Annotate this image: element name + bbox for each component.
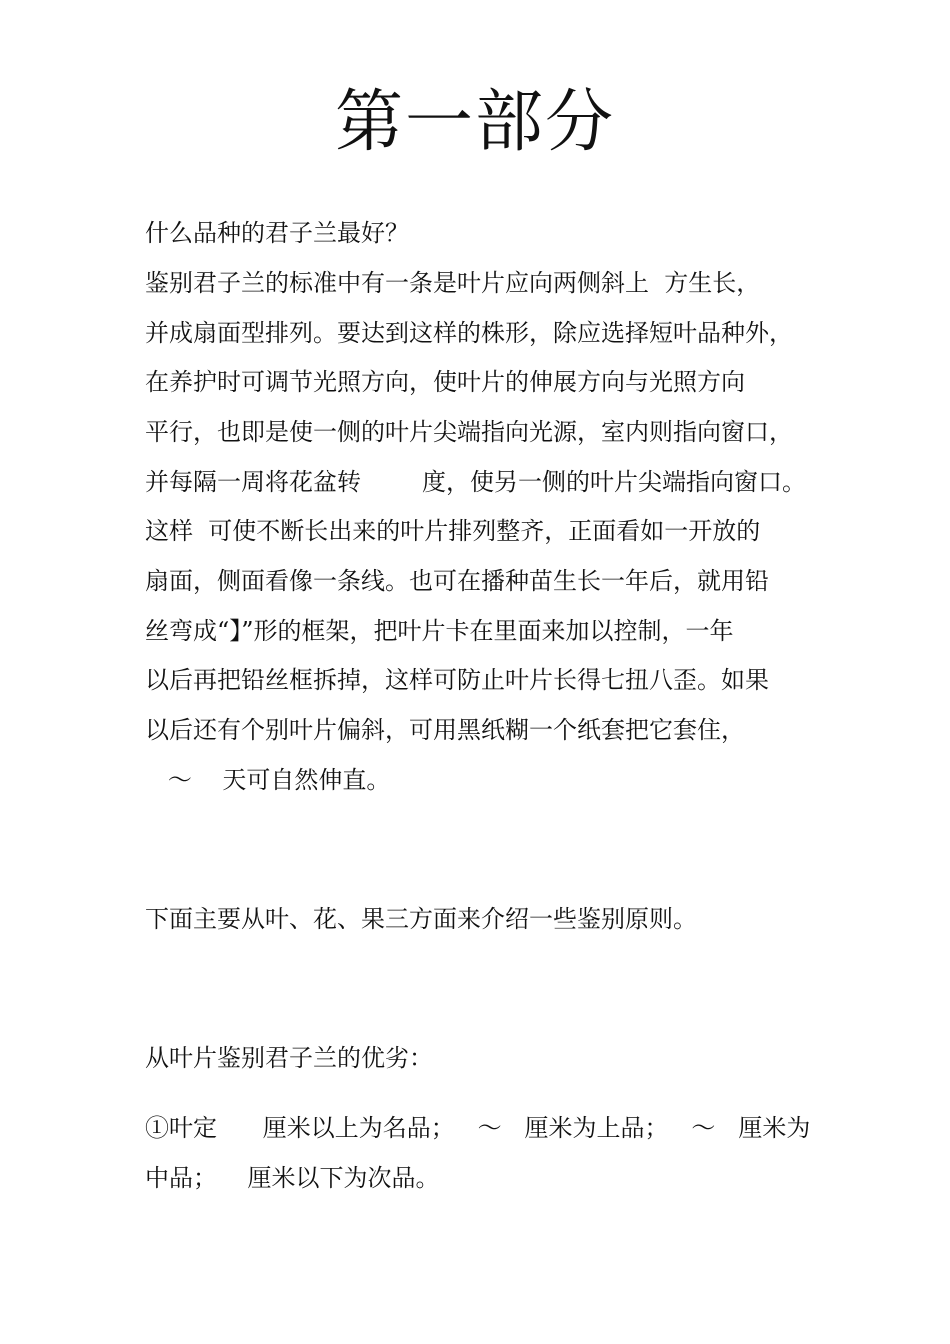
paragraph-line: 丝弯成“】”形的框架，把叶片卡在里面来加以控制，一年 (145, 617, 734, 645)
paragraph-line: 并成扇面型排列。要达到这样的株形，除应选择短叶品种外， (145, 319, 793, 347)
paragraph-line: 这样 可使不断长出来的叶片排列整齐，正面看如一开放的 (145, 517, 761, 545)
paragraph-line: 在养护时可调节光照方向，使叶片的伸展方向与光照方向 (145, 368, 745, 396)
paragraph-line: 以后再把铅丝框拆掉，这样可防止叶片长得七扭八歪。如果 (145, 666, 769, 694)
intro-line: 下面主要从叶、花、果三方面来介绍一些鉴别原则。 (145, 905, 697, 933)
leaf-rule-line: ①叶定 厘米以上为名品； ～ 厘米为上品； ～ 厘米为 (145, 1114, 811, 1142)
paragraph-line: 鉴别君子兰的标准中有一条是叶片应向两侧斜上 方生长， (145, 269, 761, 297)
leaf-rule-line: 中品； 厘米以下为次品。 (145, 1164, 440, 1192)
paragraph-line: 以后还有个别叶片偏斜，可用黑纸糊一个纸套把它套住， (145, 716, 745, 744)
page-title: 第一部分 (334, 83, 615, 162)
paragraph-line: 平行，也即是使一侧的叶片尖端指向光源，室内则指向窗口， (145, 418, 793, 446)
section-heading: 从叶片鉴别君子兰的优劣： (145, 1044, 433, 1072)
paragraph-line: ～ 天可自然伸直。 (145, 766, 391, 794)
question-line: 什么品种的君子兰最好？ (145, 219, 409, 247)
paragraph-line: 并每隔一周将花盆转 度，使另一侧的叶片尖端指向窗口。 (145, 468, 807, 496)
paragraph-line: 扇面，侧面看像一条线。也可在播种苗生长一年后，就用铅 (145, 567, 769, 595)
